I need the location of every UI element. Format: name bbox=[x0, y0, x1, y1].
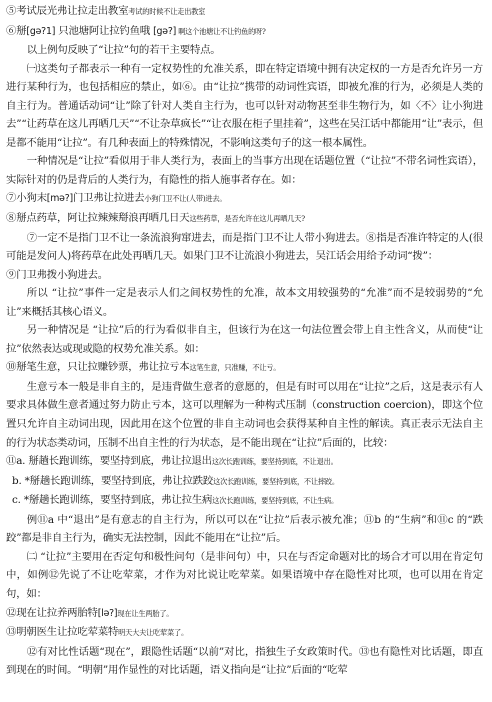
example-7: ⑦小狗末[mə?]门卫弗让拉进去小狗门卫不让(人带)进去。 bbox=[6, 192, 227, 205]
ipa-transcription: [lə?] bbox=[97, 607, 118, 619]
example-12: ⑫现在让拉养两胎特[lə?]现在让生两胎了。 bbox=[6, 606, 174, 619]
paragraph: 生意亏本一般是非自主的，是违背做生意者的意愿的，但是有时可以用在“让拉”之后，这是表示有人要求具体做生意者通过努力防止亏本，这可以理解为一种构式压制（construction coercion)，即这个位置只允许自主动词出现，因此用在这个位置的非自主动词也会获得某种自主性的解读。真正表示无法自主的行为状态类动词，压制不出自主性的行为状态，是不能出现在“让拉”后面的，比较： bbox=[6, 380, 483, 449]
paragraph: 一种情况是“让拉”看似用于非人类行为，表面上的当事方出现在话题位置（“让拉”不带名词性宾语），实际针对的仍是背后的人类行为，有隐性的指人施事者存在。如： bbox=[6, 155, 483, 186]
paragraph: 所以 “让拉”事件一定是表示人们之间权势性的允准，故本文用较强势的“允准”而不是较弱势的“允让”来概括其核心语义。 bbox=[6, 287, 483, 318]
example-11a: ⑪a. 掰趟长跑训练，要坚持到底，弗让拉退出这次长跑训练，要坚持到底，不让退出。 bbox=[6, 455, 338, 468]
ipa-transcription: [gə?1] bbox=[26, 25, 56, 37]
paragraph: ⑫有对比性话题“现在”，跟隐性话题“以前”对比，指独生子女政策时代。⑬也有隐性对比话题，即直到现在的时间。“明朝”用作显性的对比话题，语义指向是“让拉”后面的“吃荤 bbox=[6, 645, 483, 677]
example-5: ⑤考试辰光弗让拉走出教室考试的时候不让走出教室 bbox=[6, 5, 206, 17]
example-gloss: 这次长跑训练，要坚持到底，不让摔跤。 bbox=[213, 476, 339, 486]
example-gloss: 啊这个池塘让不让钓鱼的呀? bbox=[176, 26, 266, 36]
paragraph: 以上例句反映了“让拉”句的若干主要特点。 bbox=[26, 44, 221, 57]
example-gloss: 这次长跑训练，要坚持到底，不让生病。 bbox=[212, 496, 339, 506]
example-gloss: 这些药草，是否允许在这儿再晒几天? bbox=[189, 214, 305, 224]
example-gloss: 考试的时候不让走出教室 bbox=[128, 7, 206, 16]
example-gloss: 现在让生两胎了。 bbox=[117, 608, 174, 618]
example-11c: c. *掰趟长跑训练，要坚持到底，弗让拉生病这次长跑训练，要坚持到底，不让生病。 bbox=[12, 494, 339, 507]
paragraph: ⑦一定不是指门卫不让一条流浪狗窜进去，而是指门卫不让人带小狗进去。⑧指是否准许特定的人(很可能是发问人)将药草在此处再晒几天。如果门卫不让流浪小狗进去，吴江话会用给予动词“拨”： bbox=[6, 231, 483, 263]
paragraph: 另一种情况是 “让拉”后的行为看似非自主，但该行为在这一句法位置会带上自主性含义，从而使“让拉”依然表达或现或隐的权势允准关系。如： bbox=[6, 324, 483, 355]
example-gloss: 小狗门卫不让(人带)进去。 bbox=[144, 194, 227, 204]
example-gloss: 明天大夫让吃荤菜了。 bbox=[118, 628, 188, 638]
example-8: ⑧掰点药草，阿让拉辣辣搿浪再晒几日天这些药草，是否允许在这儿再晒几天? bbox=[6, 212, 305, 225]
ipa-transcription: [gə?] bbox=[153, 25, 177, 37]
example-gloss: 这笔生意，只准赚，不让亏。 bbox=[189, 363, 281, 373]
example-gloss: 这次长跑训练，要坚持到底，不让退出。 bbox=[211, 457, 338, 467]
example-11b: b. *掰趟长跑训练，要坚持到底，弗让拉跌跤这次长跑训练，要坚持到底，不让摔跤。 bbox=[12, 474, 339, 487]
example-9: ⑨门卫弗拨小狗进去。 bbox=[6, 268, 108, 281]
paragraph: ㈠这类句子都表示一种有一定权势性的允准关系，即在特定语境中拥有决定权的一方是否允许另一方进行某种行为，也包括相应的禁止，如⑥。由“让拉”携带的动词性宾语，即被允准的行为，必须是人类的自主行为。普通话动词“让”除了针对人类自主行为，也可以针对动物甚至非生物行为，如〈不〉让小狗进去”“让药草在这儿再晒几天”“不让杂草疯长”“让衣服在柜子里挂着”，这些在吴江话中都能用“让”表示，但是都不能用“让拉”。有几种表面上的特殊情况，不影响这类句子的这一根本属性。 bbox=[6, 62, 483, 149]
example-13: ⑬明朝医生让拉吃荤菜特明天大夫让吃荤菜了。 bbox=[6, 626, 188, 639]
ipa-transcription: [mə?] bbox=[46, 193, 73, 205]
paragraph: 例⑪a 中“退出”是有意志的自主行为，所以可以在“让拉”后表示被允准；⑪b 的“生病”和⑪c 的“跌跤”都是非自主行为，确实无法控制，因此不能用在“让拉”后。 bbox=[6, 513, 483, 545]
example-6: ⑥掰[gə?1] 只池塘阿让拉钓鱼哦 [gə?] 啊这个池塘让不让钓鱼的呀? bbox=[6, 24, 266, 37]
paragraph: ㈡ “让拉”主要用在否定句和极性问句（是非问句）中，只在与否定命题对比的场合才可以用在肯定句中，如例⑫先说了不让吃荤菜，才作为对比说让吃荤菜。如果语境中存在隐性对比项，也可以用在肯定句，如： bbox=[6, 550, 483, 600]
example-10: ⑩掰笔生意，只让拉赚钞票，弗让拉亏本这笔生意，只准赚，不让亏。 bbox=[6, 361, 281, 374]
